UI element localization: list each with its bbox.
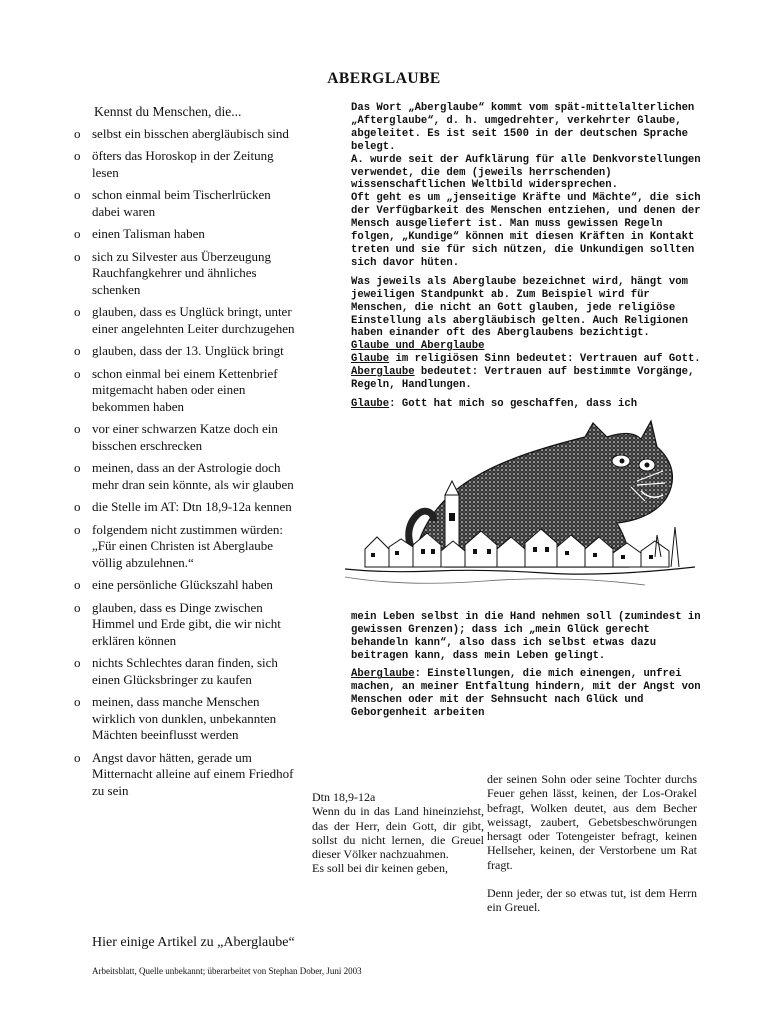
footer-credit: Arbeitsblatt, Quelle unbekannt; überarbeitet von Stephan Dober, Juni 2003	[92, 966, 362, 976]
black-cat-town-illustration	[345, 417, 697, 603]
paragraph-powers: Oft geht es um „jenseitige Kräfte und Mächte“, die sich der Verfügbarkeit des Menschen entziehen, und denen der Mensch ausgeliefert ist. Man muss gewissen Regeln folgen, „Kundige“ können mit diesen Kräften in Kontakt treten und sie für sich nützen, die Unkundigen sollten sich davor hüten.	[351, 192, 701, 269]
bible-passage-right	[487, 772, 697, 915]
glaube-statement-continued: mein Leben selbst in die Hand nehmen soll (zumindest in gewissen Grenzen); dass ich „mein Glück gerecht behandeln kann“, also dass ich selbst etwas dazu beitragen kann, dass mein Leben gelingt.	[351, 610, 701, 662]
articles-heading: Hier einige Artikel zu „Aberglaube“	[92, 935, 295, 950]
checklist-item: o schon einmal beim Tischerlrücken dabei waren	[74, 187, 300, 220]
section-heading: Glaube und Aberglaube	[351, 340, 485, 353]
term-aberglaube: Aberglaube	[351, 366, 415, 379]
checklist-item: o schon einmal bei einem Kettenbrief mitgemacht haben oder einen bekommen haben	[74, 366, 300, 416]
explanation-column	[351, 102, 701, 720]
checklist-item: o selbst ein bisschen abergläubisch sind	[74, 126, 300, 143]
checklist-item: o glauben, dass es Dinge zwischen Himmel und Erde gibt, die wir nicht erklären können	[74, 600, 300, 650]
checklist-item: o Angst davor hätten, gerade um Mitternacht alleine auf einem Friedhof zu sein	[74, 750, 300, 800]
checklist-intro: Kennst du Menschen, die...	[94, 104, 242, 119]
bible-reference: Dtn 18,9-12a	[312, 790, 376, 804]
term-glaube: Glaube	[351, 353, 390, 366]
bible-passage-text: Wenn du in das Land hineinziehst, das der Herr, dein Gott, dir gibt, sollst du nicht lernen, die Greuel dieser Völker nachzuahmen.	[312, 804, 484, 862]
term-aberglaube-2: Aberglaube	[351, 668, 415, 681]
checklist-item: o glauben, dass es Unglück bringt, unter einer angelehnten Leiter durchzugehen	[74, 304, 300, 337]
checklist-item: o meinen, dass manche Menschen wirklich von dunklen, unbekannten Mächten beeinflusst werden	[74, 694, 300, 744]
definition-aberglaube: bedeutet: Vertrauen auf bestimmte Vorgänge, Regeln, Handlungen.	[351, 366, 695, 392]
definition-glaube: im religiösen Sinn bedeutet: Vertrauen auf Gott.	[389, 353, 701, 366]
checklist	[74, 126, 300, 800]
page-title: ABERGLAUBE	[327, 70, 441, 87]
bible-passage-conclusion: Denn jeder, der so etwas tut, ist dem Herrn ein Greuel.	[487, 886, 697, 915]
checklist-item: o einen Talisman haben	[74, 226, 300, 243]
checklist-item: o folgendem nicht zustimmen würden: „Für einen Christen ist Aberglaube völlig abzulehnen.“	[74, 522, 300, 572]
checklist-column	[74, 104, 300, 805]
definition-aberglaube-2: : Einstellungen, die mich einengen, unfrei machen, an meiner Entfaltung hindern, mit der Angst von Menschen oder mit der Sehnsucht nach Glück und Geborgenheit arbeiten	[351, 668, 701, 720]
bible-passage-continued: der seinen Sohn oder seine Tochter durchs Feuer gehen lässt, keinen, der Los-Orakel befragt, Wolken deutet, aus dem Becher weissagt, zaubert, Gebetsbeschwörungen hersagt oder Totengeister befragt, keinen Hellseher, keinen, der Verstorbene um Rat fragt.	[487, 772, 697, 872]
bible-passage-text-2: Es soll bei dir keinen geben,	[312, 861, 448, 876]
checklist-item: o eine persönliche Glückszahl haben	[74, 577, 300, 594]
checklist-item: o die Stelle im AT: Dtn 18,9-12a kennen	[74, 499, 300, 516]
checklist-item: o öfters das Horoskop in der Zeitung lesen	[74, 148, 300, 181]
checklist-item: o nichts Schlechtes daran finden, sich einen Glücksbringer zu kaufen	[74, 655, 300, 688]
term-glaube-2: Glaube	[351, 397, 390, 410]
paragraph-standpoint: Was jeweils als Aberglaube bezeichnet wird, hängt vom jeweiligen Standpunkt ab. Zum Beispiel wird für Menschen, die nicht an Gott glauben, jede religiöse Einstellung als abergläubisch gelten. Auch Religionen haben einander oft des Aberglaubens bezichtigt.	[351, 275, 688, 340]
checklist-item: o meinen, dass an der Astrologie doch mehr dran sein könnte, als wir glauben	[74, 460, 300, 493]
checklist-item: o sich zu Silvester aus Überzeugung Rauchfangkehrer und ähnliches schenken	[74, 249, 300, 299]
checklist-item: o glauben, dass der 13. Unglück bringt	[74, 343, 300, 360]
glaube-statement-start: : Gott hat mich so geschaffen, dass ich	[389, 397, 638, 410]
bible-passage-left	[312, 790, 484, 876]
paragraph-enlightenment: A. wurde seit der Aufklärung für alle Denkvorstellungen verwendet, die dem (jeweils herrschenden) wissenschaftlichen Weltbild widersprechen.	[351, 153, 701, 192]
paragraph-etymology: Das Wort „Aberglaube“ kommt vom spät-mittelalterlichen „Afterglaube“, d. h. umgedrehter, verkehrter Glaube, abgeleitet. Es ist seit 1500 in der deutschen Sprache belegt.	[351, 102, 695, 153]
checklist-item: o vor einer schwarzen Katze doch ein bisschen erschrecken	[74, 421, 300, 454]
